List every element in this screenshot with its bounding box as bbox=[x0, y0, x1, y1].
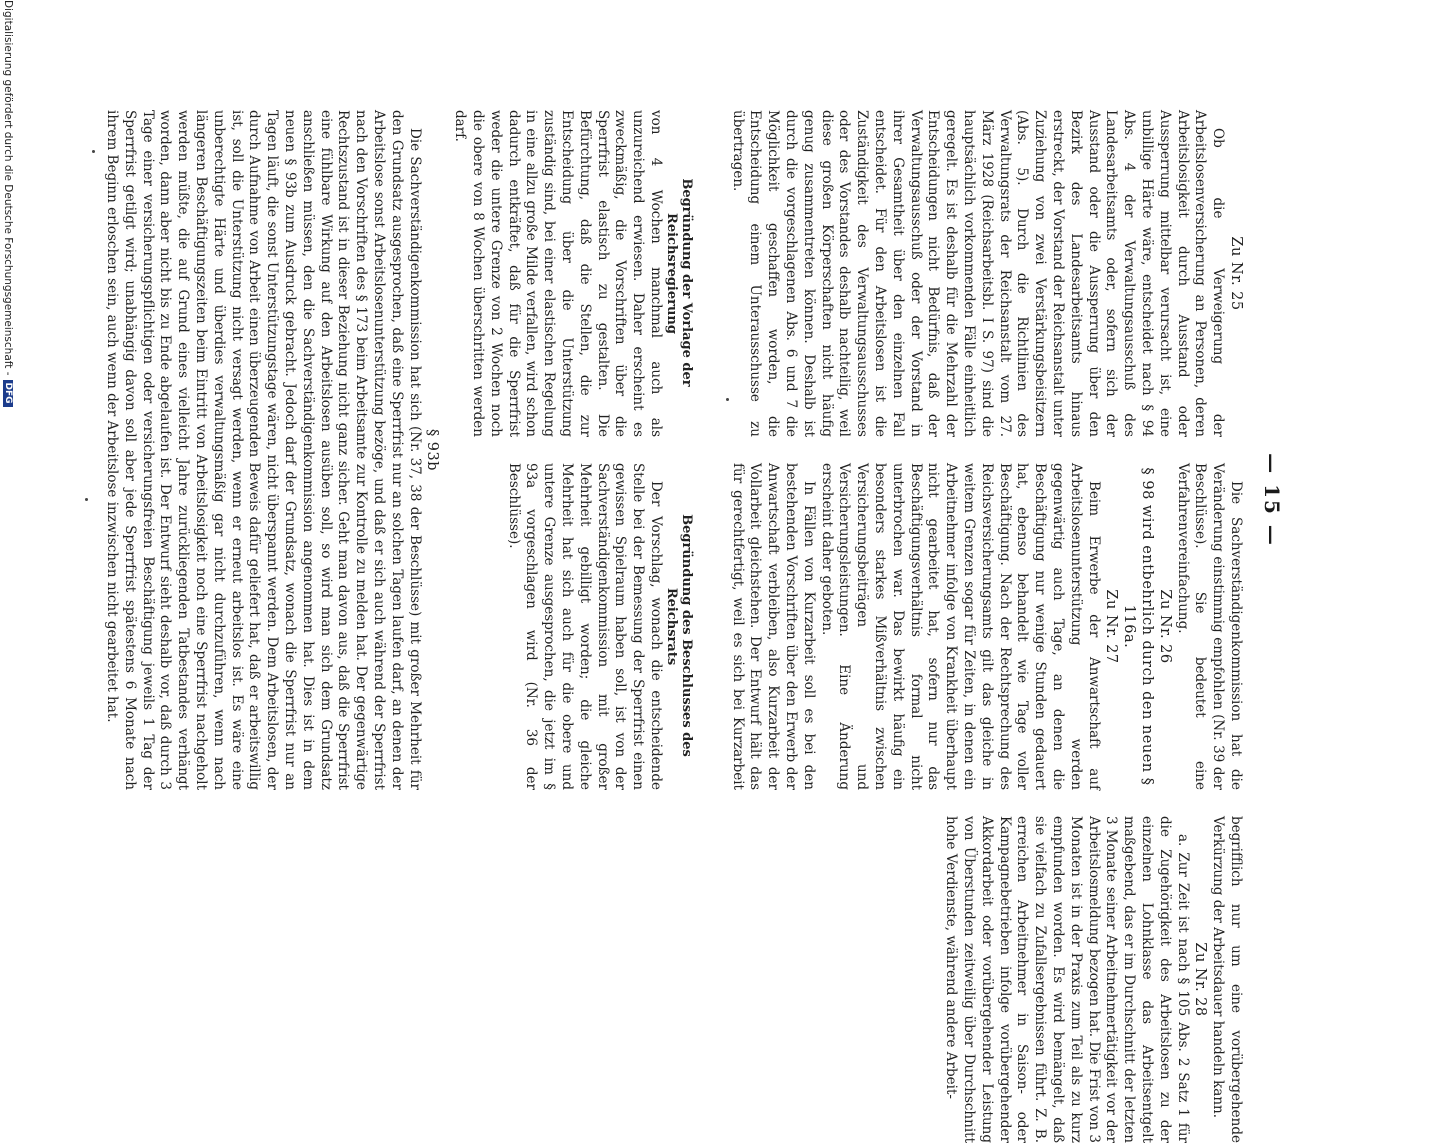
heading-paragraph-93b: § 93b bbox=[424, 428, 441, 472]
subcolumn-reichsrat bbox=[450, 463, 694, 790]
digitization-footer bbox=[2, 0, 14, 407]
subcolumn-reichsregierung bbox=[450, 110, 694, 437]
heading-zu-nr-25: Zu Nr. 25 bbox=[1228, 236, 1244, 311]
paragraph-zu-25-b: Die Sachverständigenkommission hat die Veränderung einstimmig empfohlen (Nr. 39 der Beschlüsse). Sie bedeutet eine Verfahrenvereinfachung. bbox=[1174, 463, 1244, 790]
paragraph-zu-28: a. Zur Zeit ist nach § 105 Abs. 2 Satz 1 für die Zugehörigkeit des Arbeitslosen zu der einzelnen Lohnklasse das Arbeitsentgelt maßgebend, das er im Durchschnitt der letzten 3 Monate seiner Arbeitnehmertätigkeit vor der Arbeitslosmeldung bezogen hat. Die Frist von 3 Monaten ist in der Praxis zum Teil als zu kurz empfunden worden. Es wird bemängelt, daß sie vielfach zu Zufallsergebnissen führt. Z. B. erreichen Arbeitnehmer in Saison- oder Kampagnebetrieben infolge vorübergehender Akkordarbeit oder vorübergehender Leistung von Überstunden zeitweilig über Durchschnitt hohe Verdienste, während andere Arbeit- bbox=[943, 816, 1191, 1143]
scan-speck bbox=[85, 498, 88, 501]
scan-speck bbox=[726, 398, 729, 401]
heading-zu-nr-27: Zu Nr. 27 bbox=[1103, 589, 1120, 664]
dfg-logo: DFG bbox=[3, 380, 13, 407]
heading-zu-nr-28: Zu Nr. 28 bbox=[1192, 942, 1209, 1017]
heading-zu-nr-26: Zu Nr. 26 bbox=[1156, 589, 1173, 664]
paragraph-reichsrat: Der Vorschlag, wonach die entscheidende Stelle bei der Bemessung der Sperrfrist einen gewissen Spielraum haben soll, ist von der Sachverständigenkommission mit großer Mehrheit gebilligt worden; die gleiche Mehrheit hat sich auch für die obere und untere Grenze ausgesprochen, die jetzt im § 93a vorgeschlagen wird (Nr. 36 der Beschlüsse). bbox=[505, 463, 664, 790]
page-number: — 15 — bbox=[1260, 453, 1284, 547]
upper-text-block bbox=[724, 110, 1244, 1143]
footer-note-text: Digitalisierung gefördert durch die Deutsche Forschungsgemeinschaft - bbox=[2, 0, 14, 376]
paragraph-zu-25: Ob die Verweigerung der Arbeitslosenversicherung an Personen, deren Arbeitslosigkeit durch Ausstand oder Aussperrung mittelbar verursacht ist, eine unbillige Härte wäre, entscheidet nach § 94 Abs. 4 der Verwaltungsausschuß des Landesarbeitsamts oder, sofern sich der Ausstand oder die Aussperrung über den Bezirk des Landesarbeitsamts hinaus erstreckt, der Vorstand der Reichsanstalt unter Zuziehung von zwei Verstärkungsbeisitzern (Abs. 5). Durch die Richtlinien des Verwaltungsrats der Reichsanstalt vom 27. März 1928 (Reichsarbeitsbl. I S. 97) sind die hauptsächlich vorkommenden Fälle einheitlich geregelt. Es ist deshalb für die Mehrzahl der Entscheidungen nicht Bedürfnis, daß der Verwaltungsausschuß oder der Vorstand in ihrer Gesamtheit über den einzelnen Fall entscheidet. Für den Arbeitslosen ist die Zuständigkeit des Verwaltungsausschusses oder des Vorstandes deshalb nachteilig, weil diese großen Körperschaften nicht häufig genug zusammentreten können. Deshalb ist durch die vorgeschlagenen Abs. 6 und 7 die Möglichkeit geschaffen worden, die Entscheidung einem Unterausschusse zu übertragen. bbox=[729, 110, 1227, 437]
paragraph-zu-27: Beim Erwerbe der Anwartschaft auf Arbeitslosenunterstützung werden gegenwärtig auch Tage, an denen die Beschäftigung nur wenige Stunden gedauert hat, ebenso behandelt wie Tage voller Beschäftigung. Nach der Rechtsprechung des Reichsversicherungsamts gilt das gleiche in weitem Grenzen sogar für Zeiten, in denen ein Arbeitnehmer infolge von Krankheit überhaupt nicht gearbeitet hat, sofern nur das Beschäftigungsverhältnis formal nicht unterbrochen war. Das bewirkt häufig ein besonders starkes Mißverhältnis zwischen Versicherungsbeiträgen und Versicherungsleistungen. Eine Änderung erscheint daher geboten. bbox=[818, 463, 1102, 790]
paragraph-93b: Die Sachverständigenkommission hat sich (Nr. 37, 38 der Beschlüsse) mit großer Mehrheit für den Grundsatz ausgesprochen, daß eine Sperrfrist nur an solchen Tagen laufen darf, an denen der Arbeitslose sonst Arbeitslosenunterstützung bezöge, und daß er sich auch während der Sperrfrist nach den Vorschriften des § 173 beim Arbeitsamte zur Kontrolle zu melden hat. Der gegenwärtige Rechtszustand ist in dieser Beziehung nicht ganz sicher. Geht man davon aus, daß die Sperrfrist eine fühlbare Wirkung auf den Arbeitslosen ausüben soll, so wird man sich dem Grundsatz anschließen müssen, den die Sachverständigenkommission angenommen hat. Dies ist in dem neuen § 93b zum Ausdruck gebracht. Jedoch darf der Grundsatz, wonach die Sperrfrist nur an Tagen läuft, die sonst Unterstützungstage wären, nicht überspannt werden. Dem Arbeitslosen, der durch Aufnahme von Arbeit einen überzeugenden Beweis dafür geliefert hat, daß er arbeitswillig ist, soll die Unterstützung nicht versagt werden, wenn er erneut arbeitslos ist. Es wäre eine unberechtigte Härte und überdies verwaltungsmäßig gar nicht durchzuführen, wenn nach längeren Beschäftigungszeiten beim Eintritt von Arbeitslosigkeit noch eine Sperrfrist nachgeholt werden müßte, die auf Grund eines vielleicht Jahre zurückliegenden Tatbestandes verhängt worden, dann aber nicht bis zu Ende abgelaufen ist. Der Entwurf sieht deshalb vor, daß durch 3 Tage einer versicherungspflichtigen oder versicherungsfreien Beschäftigung jeweils 1 Tag der Sperrfrist getilgt wird; unabhängig davon soll aber jede Sperrfrist spätestens 6 Monate nach ihrem Beginn erloschen sein, auch wenn der Arbeitslose inzwischen nicht gearbeitet hat. bbox=[104, 110, 423, 790]
paragraph-zu-26: § 98 wird entbehrlich durch den neuen § 116a. bbox=[1121, 467, 1156, 786]
subheading-reichsrat: Begründung des Beschlusses des Reichsrats bbox=[664, 514, 694, 757]
paragraph-reichsregierung: von 4 Wochen manchmal auch als unzureichend erwiesen. Daher erscheint es zweckmäßig, die Vorschriften über die Sperrfrist elastisch zu gestalten. Die Befürchtung, daß die Stellen, die zur Entscheidung über die Unterstützung zuständig sind, bei einer elastischen Regelung in eine allzu große Milde verfallen, wird schon dadurch entkräftet, daß für die Sperrfrist weder die untere Grenze von 2 Wochen noch die obere von 8 Wochen überschritten werden darf. bbox=[452, 110, 664, 437]
paragraph-zu-27-b: In Fällen von Kurzarbeit soll es bei den bestehenden Vorschriften über den Erwerb der Anwartschaft verbleiben, also Kurzarbeit der Vollarbeit gleichstehen. Der Entwurf hält das für gerechtfertigt, weil es sich bei Kurzarbeit begrifflich nur um eine vorübergehende Verkürzung der Arbeitsdauer handeln kann. bbox=[729, 463, 1244, 1143]
lower-text-block bbox=[54, 110, 694, 790]
scan-speck bbox=[92, 150, 95, 153]
subheading-reichsregierung: Begründung der Vorlage der Reichsregierung bbox=[664, 178, 694, 387]
